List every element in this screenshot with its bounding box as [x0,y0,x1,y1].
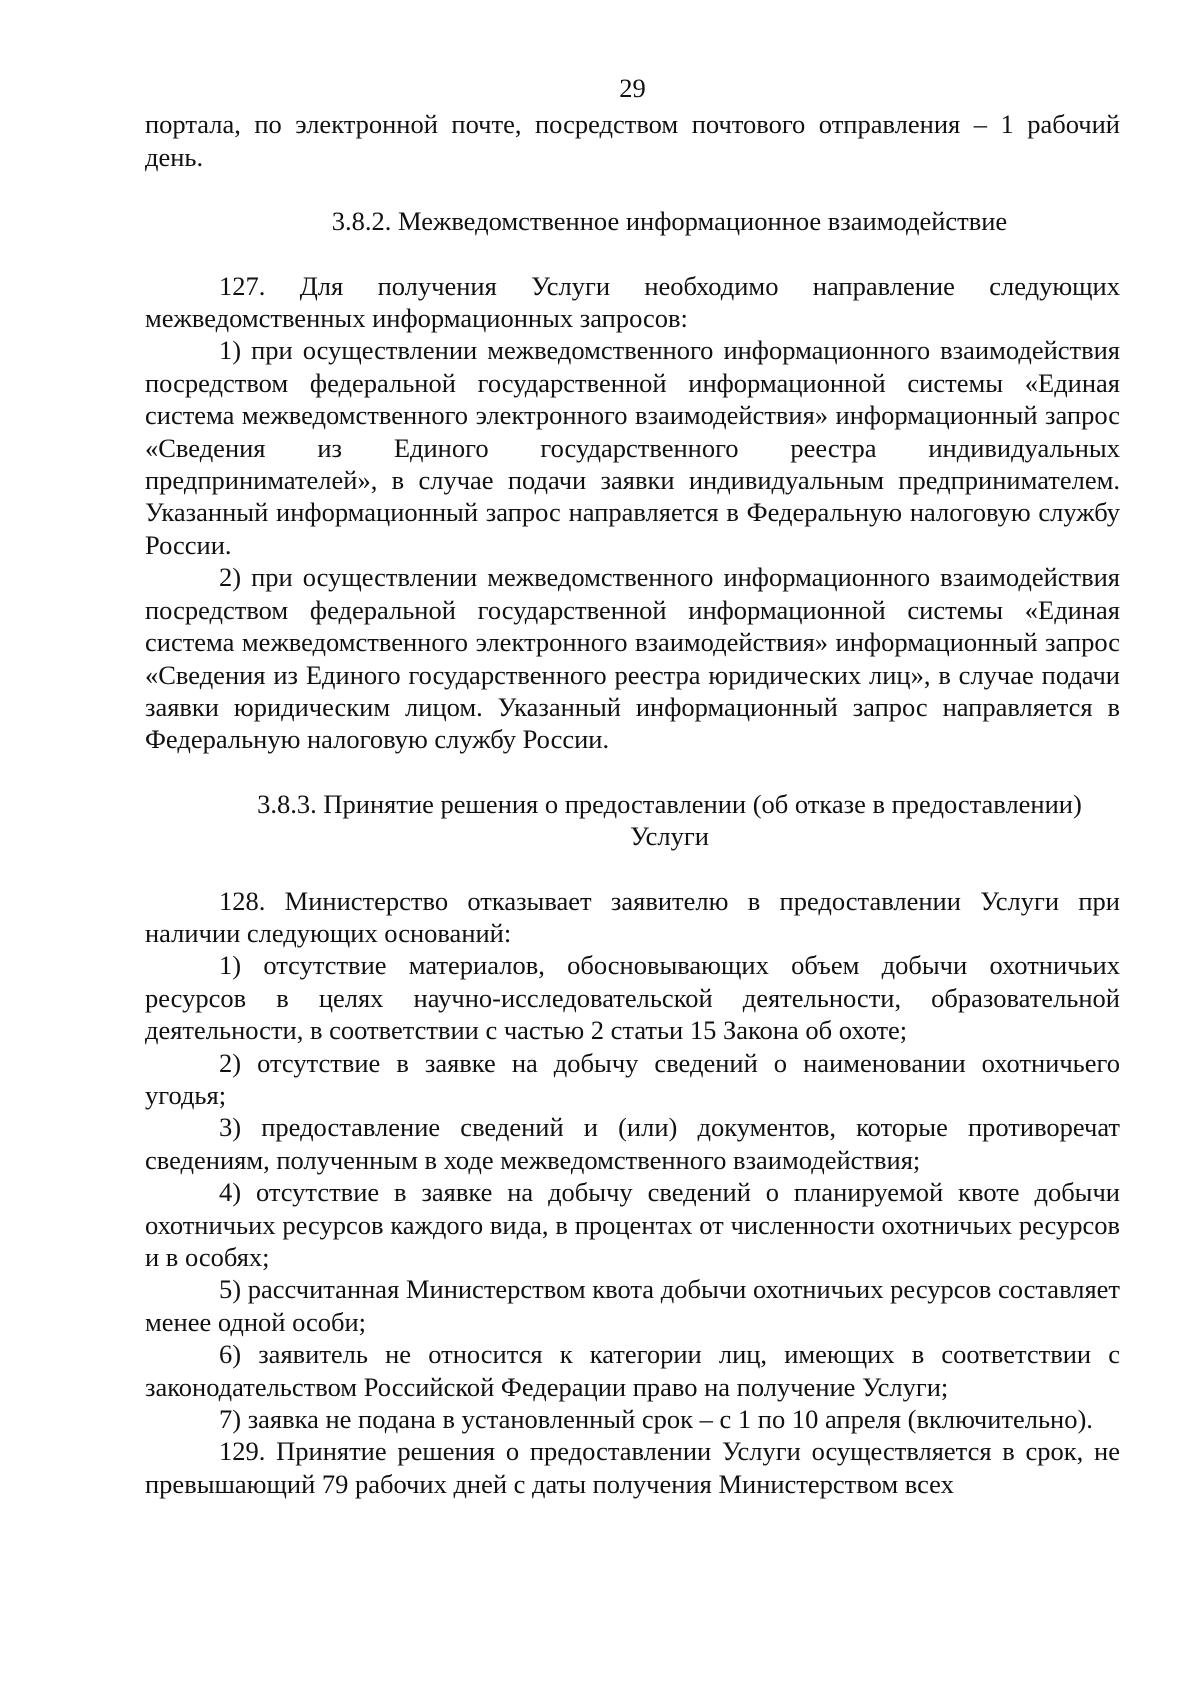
paragraph-129: 129. Принятие решения о предоставлении Услуги осуществляется в срок, не превышающий 79 рабочих дней с даты получения Министерством всех [145,1436,1120,1499]
paragraph-128-item-1: 1) отсутствие материалов, обосновывающих объем добычи охотничьих ресурсов в целях научно-исследовательской деятельности, образовательной деятельности, в соответствии с частью 2 статьи 15 Закона об охоте; [145,950,1120,1046]
document-page [145,72,1120,1500]
paragraph-128-item-6: 6) заявитель не относится к категории лиц, имеющих в соответствии с законодательством Российской Федерации право на получение Услуги; [145,1339,1120,1402]
paragraph-128-item-5: 5) рассчитанная Министерством квота добычи охотничьих ресурсов составляет менее одной особи; [145,1274,1120,1337]
paragraph-continuation: портала, по электронной почте, посредством почтового отправления – 1 рабочий день. [145,109,1120,172]
paragraph-127-item-2: 2) при осуществлении межведомственного информационного взаимодействия посредством федеральной государственной информационной системы «Единая система межведомственного электронного взаимодействия» информационный запрос «Сведения из Единого государственного реестра юридических лиц», в случае подачи заявки юридическим лицом. Указанный информационный запрос направляется в Федеральную налоговую службу России. [145,562,1120,755]
section-heading-3-8-3: 3.8.3. Принятие решения о предоставлении (об отказе в предоставлении) Услуги [257,788,1082,852]
paragraph-128-item-7: 7) заявка не подана в установленный срок – с 1 по 10 апреля (включительно). [219,1404,1093,1435]
paragraph-128: 128. Министерство отказывает заявителю в предоставлении Услуги при наличии следующих оснований: [145,885,1120,948]
spacer [145,756,1120,788]
paragraph-128-item-2: 2) отсутствие в заявке на добычу сведений о наименовании охотничьего угодья; [145,1047,1120,1110]
paragraph-128-item-4: 4) отсутствие в заявке на добычу сведений о планируемой квоте добычи охотничьих ресурсов каждого вида, в процентах от численности охотничьих ресурсов и в особях; [145,1177,1120,1272]
paragraph-127: 127. Для получения Услуги необходимо направление следующих межведомственных информационных запросов: [145,270,1120,334]
spacer [145,173,1120,205]
page-number: 29 [619,73,646,103]
spacer [145,853,1120,885]
paragraph-128-item-3: 3) предоставление сведений и (или) документов, которые противоречат сведениям, полученным в ходе межведомственного взаимодействия; [145,1112,1120,1175]
paragraph-127-item-1: 1) при осуществлении межведомственного информационного взаимодействия посредством федеральной государственной информационной системы «Единая система межведомственного электронного взаимодействия» информационный запрос «Сведения из Единого государственного реестра индивидуальных предпринимателей», в случае подачи заявки индивидуальным предпринимателем. Указанный информационный запрос направляется в Федеральную налоговую службу России. [145,335,1120,560]
section-heading-3-8-2: 3.8.2. Межведомственное информационное взаимодействие [331,206,1008,237]
spacer [145,238,1120,270]
